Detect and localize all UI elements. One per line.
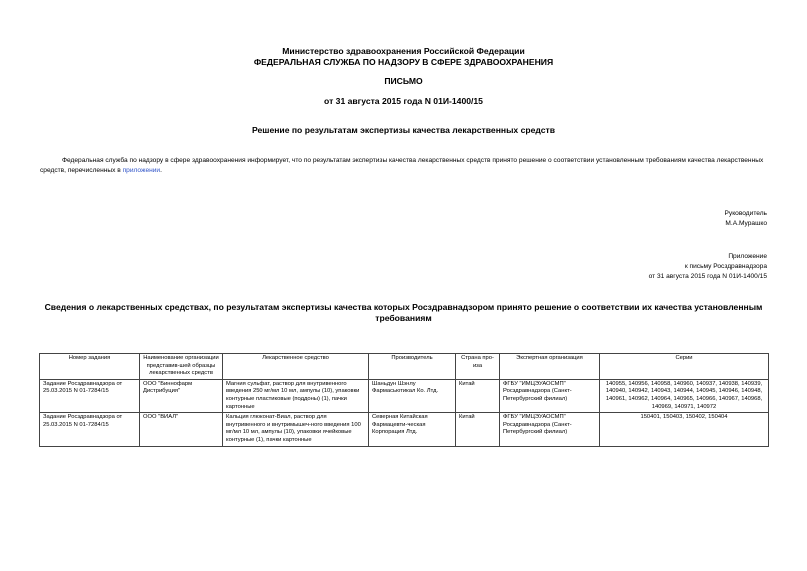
cell-country: Китай: [456, 413, 500, 446]
header-task-number: Номер задания: [40, 354, 140, 380]
document-subject: Решение по результатам экспертизы качества лекарственных средств: [251, 125, 556, 135]
appendix-letter-date: от 31 августа 2015 года N 01И-1400/15: [648, 273, 767, 280]
header-expert-org: Экспертная организация: [500, 354, 600, 380]
header-medicine: Лекарственное средство: [223, 354, 369, 380]
cell-medicine: Кальция глюконат-Виал, раствор для внутривенного и внутримышеч-ного введения 100 мг/мл 10 мл, ампулы (10), упаковки ячейковые контурные (1), пачки картонные: [223, 413, 369, 446]
cell-task-number: Задание Росздравнадзора от 25.03.2015 N 01-7284/15: [40, 379, 140, 412]
cell-expert-org: ФГБУ "ИМЦЭУАОСМП" Росздравнадзора (Санкт-Петербургский филиал): [500, 379, 600, 412]
appendix-letter-ref: к письму Росздравнадзора: [684, 263, 767, 270]
table-row: [40, 413, 769, 446]
cell-series: 140955, 140956, 140958, 140960, 140937, 140938, 140939, 140940, 140942, 140943, 140944, 140945, 140946, 140948, 140961, 140962, 140964, 140965, 140966, 140967, 140968, 140969, 140971, 140972: [600, 379, 769, 412]
appendix-reference: [649, 252, 767, 282]
signatory-position: Руководитель: [724, 210, 767, 217]
cell-task-number: Задание Росздравнадзора от 25.03.2015 N 01-7284/15: [40, 413, 140, 446]
appendix-link[interactable]: приложении: [122, 166, 161, 174]
appendix-label: Приложение: [728, 253, 767, 260]
cell-country: Китай: [456, 379, 500, 412]
letter-body-end: .: [160, 166, 162, 174]
header-country: Страна про-иза: [456, 354, 500, 380]
signatory-name: М.А.Мурашко: [725, 220, 767, 227]
table-title: Сведения о лекарственных средствах, по результатам экспертизы качества которых Росздравнадзором принято решение о соответствии их качества установленным требованиям: [44, 302, 763, 323]
service-name: ФЕДЕРАЛЬНАЯ СЛУЖБА ПО НАДЗОРУ В СФЕРЕ ЗДРАВООХРАНЕНИЯ: [253, 57, 554, 67]
cell-submitting-org: ООО "ВИАЛ": [140, 413, 223, 446]
table-row: [40, 379, 769, 412]
document-date-number: от 31 августа 2015 года N 01И-1400/15: [324, 96, 483, 106]
cell-manufacturer: Шаньдун Шэнлу Фармасьютикал Ко. Лтд.: [369, 379, 456, 412]
letter-body-text: Федеральная служба по надзору в сфере здравоохранения информирует, что по результатам экспертизы качества лекарственных средств принято решение о соответствии установленным требованиям качества лекарственных средств, перечисленных в: [40, 157, 764, 174]
header-manufacturer: Производитель: [369, 354, 456, 380]
ministry-name: Министерство здравоохранения Российской Федерации: [282, 46, 525, 56]
document-type: ПИСЬМО: [384, 76, 423, 86]
cell-submitting-org: ООО "Биннофарм Дистрибуция": [140, 379, 223, 412]
header-submitting-org: Наименование организации представив-шей образцы лекарственных средств: [140, 354, 223, 380]
cell-manufacturer: Северная Китайская Фармацевти-ческая Корпорация Лтд.: [369, 413, 456, 446]
header-series: Серии: [600, 354, 769, 380]
medicines-table: [39, 353, 769, 447]
signature-block: [725, 209, 767, 229]
table-header-row: [40, 354, 769, 380]
letter-body: [40, 156, 775, 175]
cell-series: 150401, 150403, 150402, 150404: [600, 413, 769, 446]
cell-expert-org: ФГБУ "ИМЦЭУАОСМП" Росздравнадзора (Санкт-Петербургский филиал): [500, 413, 600, 446]
cell-medicine: Магния сульфат, раствор для внутривенного введения 250 мг/мл 10 мл, ампулы (10), упаковки контурные пластиковые (поддоны) (1), пачки картонные: [223, 379, 369, 412]
